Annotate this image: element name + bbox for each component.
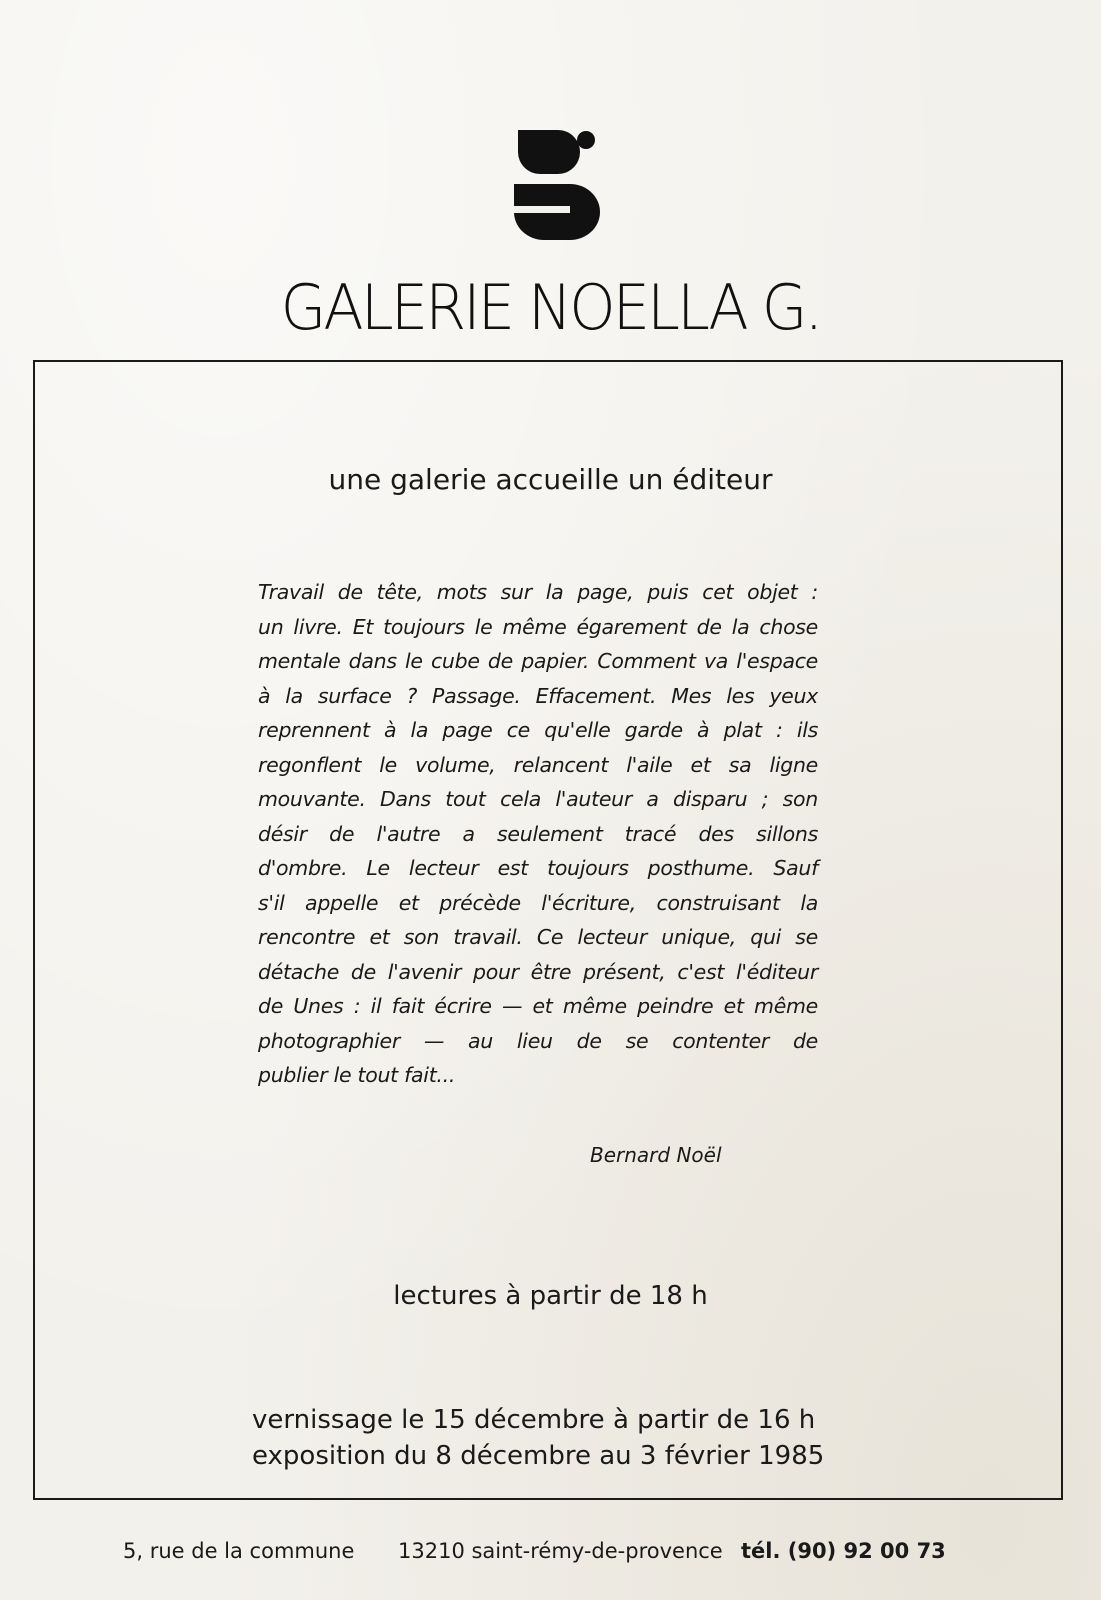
quote-line: d'ombre. Le lecteur est toujours posthume. Sauf <box>258 856 818 880</box>
quote-line: rencontre et son travail. Ce lecteur unique, qui se <box>258 925 818 949</box>
quote-line: regonflent le volume, relancent l'aile et sa ligne <box>258 752 818 777</box>
footer-phone: tél. (90) 92 00 73 <box>741 1539 946 1563</box>
quote-block <box>258 575 818 1093</box>
invitation-subtitle: une galerie accueille un éditeur <box>328 463 773 496</box>
event-dates <box>252 1402 825 1474</box>
quote-line: mouvante. Dans tout cela l'auteur a disparu ; son <box>258 787 818 811</box>
quote-line: détache de l'avenir pour être présent, c'est l'éditeur <box>258 959 818 984</box>
quote-line: s'il appelle et précède l'écriture, construisant la <box>258 890 818 915</box>
exhibition-dates: exposition du 8 décembre au 3 février 1985 <box>252 1441 825 1471</box>
logo-dot <box>577 131 595 149</box>
footer-contact <box>123 1536 963 1566</box>
readings-time: lectures à partir de 18 h <box>393 1281 708 1311</box>
quote-line: publier le tout fait... <box>258 1063 456 1087</box>
opening-date: vernissage le 15 décembre à partir de 16 h <box>252 1405 816 1435</box>
footer-city: 13210 saint-rémy-de-provence <box>398 1539 723 1563</box>
footer-address: 5, rue de la commune <box>123 1539 355 1563</box>
quote-author: Bernard Noël <box>590 1143 722 1167</box>
quote-line: à la surface ? Passage. Effacement. Mes les yeux <box>258 683 818 708</box>
logo-upper-bowl <box>518 130 580 174</box>
quote-line: mentale dans le cube de papier. Comment va l'espace <box>258 649 818 673</box>
quote-line: photographier — au lieu de se contenter de <box>258 1028 818 1053</box>
quote-line: Travail de tête, mots sur la page, puis cet objet : <box>258 580 818 604</box>
g-logo-icon <box>510 130 602 240</box>
quote-line: un livre. Et toujours le même égarement de la chose <box>258 614 818 639</box>
quote-line: désir de l'autre a seulement tracé des sillons <box>258 821 818 846</box>
quote-line: de Unes : il fait écrire — et même peindre et même <box>258 994 818 1018</box>
gallery-name: GALERIE NOELLA G. <box>280 271 821 344</box>
quote-line: reprennent à la page ce qu'elle garde à plat : ils <box>258 718 818 742</box>
logo-gap <box>514 206 570 213</box>
